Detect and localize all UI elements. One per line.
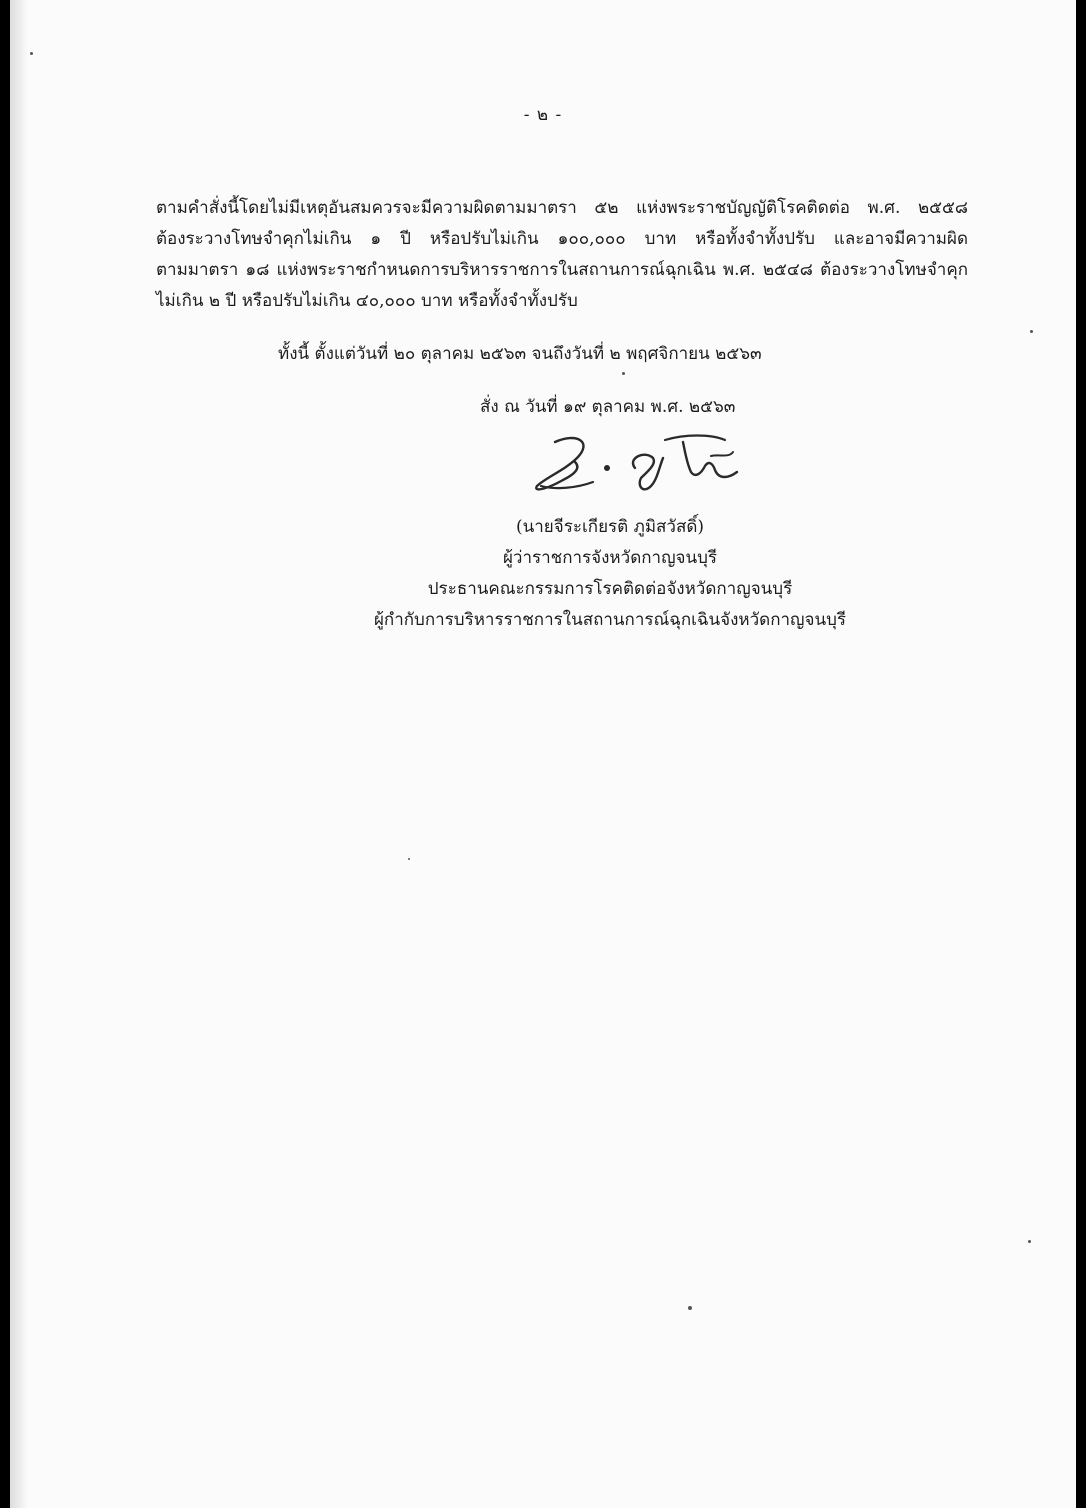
document-page <box>10 0 1076 1508</box>
signer-title-governor: ผู้ว่าราชการจังหวัดกาญจนบุรี <box>502 548 718 568</box>
scan-speck <box>30 52 33 55</box>
scan-speck <box>408 858 410 860</box>
page-number: - ๒ - <box>523 105 563 125</box>
signer-title-emergency: ผู้กำกับการบริหารราชการในสถานการณ์ฉุกเฉินจังหวัดกาญจนบุรี <box>373 610 847 630</box>
handwritten-signature <box>515 428 765 504</box>
body-line-1: ตามคำสั่งนี้โดยไม่มีเหตุอันสมควรจะมีความผิดตามมาตรา ๕๒ แห่งพระราชบัญญัติโรคติดต่อ พ.ศ. ๒๕๕๘ <box>156 198 968 218</box>
body-line-2: ต้องระวางโทษจำคุกไม่เกิน ๑ ปี หรือปรับไม่เกิน ๑๐๐,๐๐๐ บาท หรือทั้งจำทั้งปรับ และอาจมีความผิด <box>156 229 968 249</box>
body-line-3: ตามมาตรา ๑๘ แห่งพระราชกำหนดการบริหารราชการในสถานการณ์ฉุกเฉิน พ.ศ. ๒๕๔๘ ต้องระวางโทษจำคุก <box>156 260 968 280</box>
scan-edge-shadow <box>10 0 28 1508</box>
effective-date-range: ทั้งนี้ ตั้งแต่วันที่ ๒๐ ตุลาคม ๒๕๖๓ จนถึงวันที่ ๒ พฤศจิกายน ๒๕๖๓ <box>278 344 762 364</box>
scan-speck <box>688 1306 692 1310</box>
signer-block <box>310 512 910 636</box>
signer-name: (นายจีระเกียรติ ภูมิสวัสดิ์) <box>515 517 704 537</box>
scan-speck <box>1028 1240 1031 1243</box>
body-line-4: ไม่เกิน ๒ ปี หรือปรับไม่เกิน ๔๐,๐๐๐ บาท หรือทั้งจำทั้งปรับ <box>156 291 578 311</box>
signed-date: สั่ง ณ วันที่ ๑๙ ตุลาคม พ.ศ. ๒๕๖๓ <box>480 397 736 417</box>
body-paragraph <box>156 193 968 317</box>
signer-title-committee: ประธานคณะกรรมการโรคติดต่อจังหวัดกาญจนบุรี <box>427 579 793 599</box>
scan-speck <box>1030 330 1033 333</box>
scan-speck <box>622 372 625 375</box>
